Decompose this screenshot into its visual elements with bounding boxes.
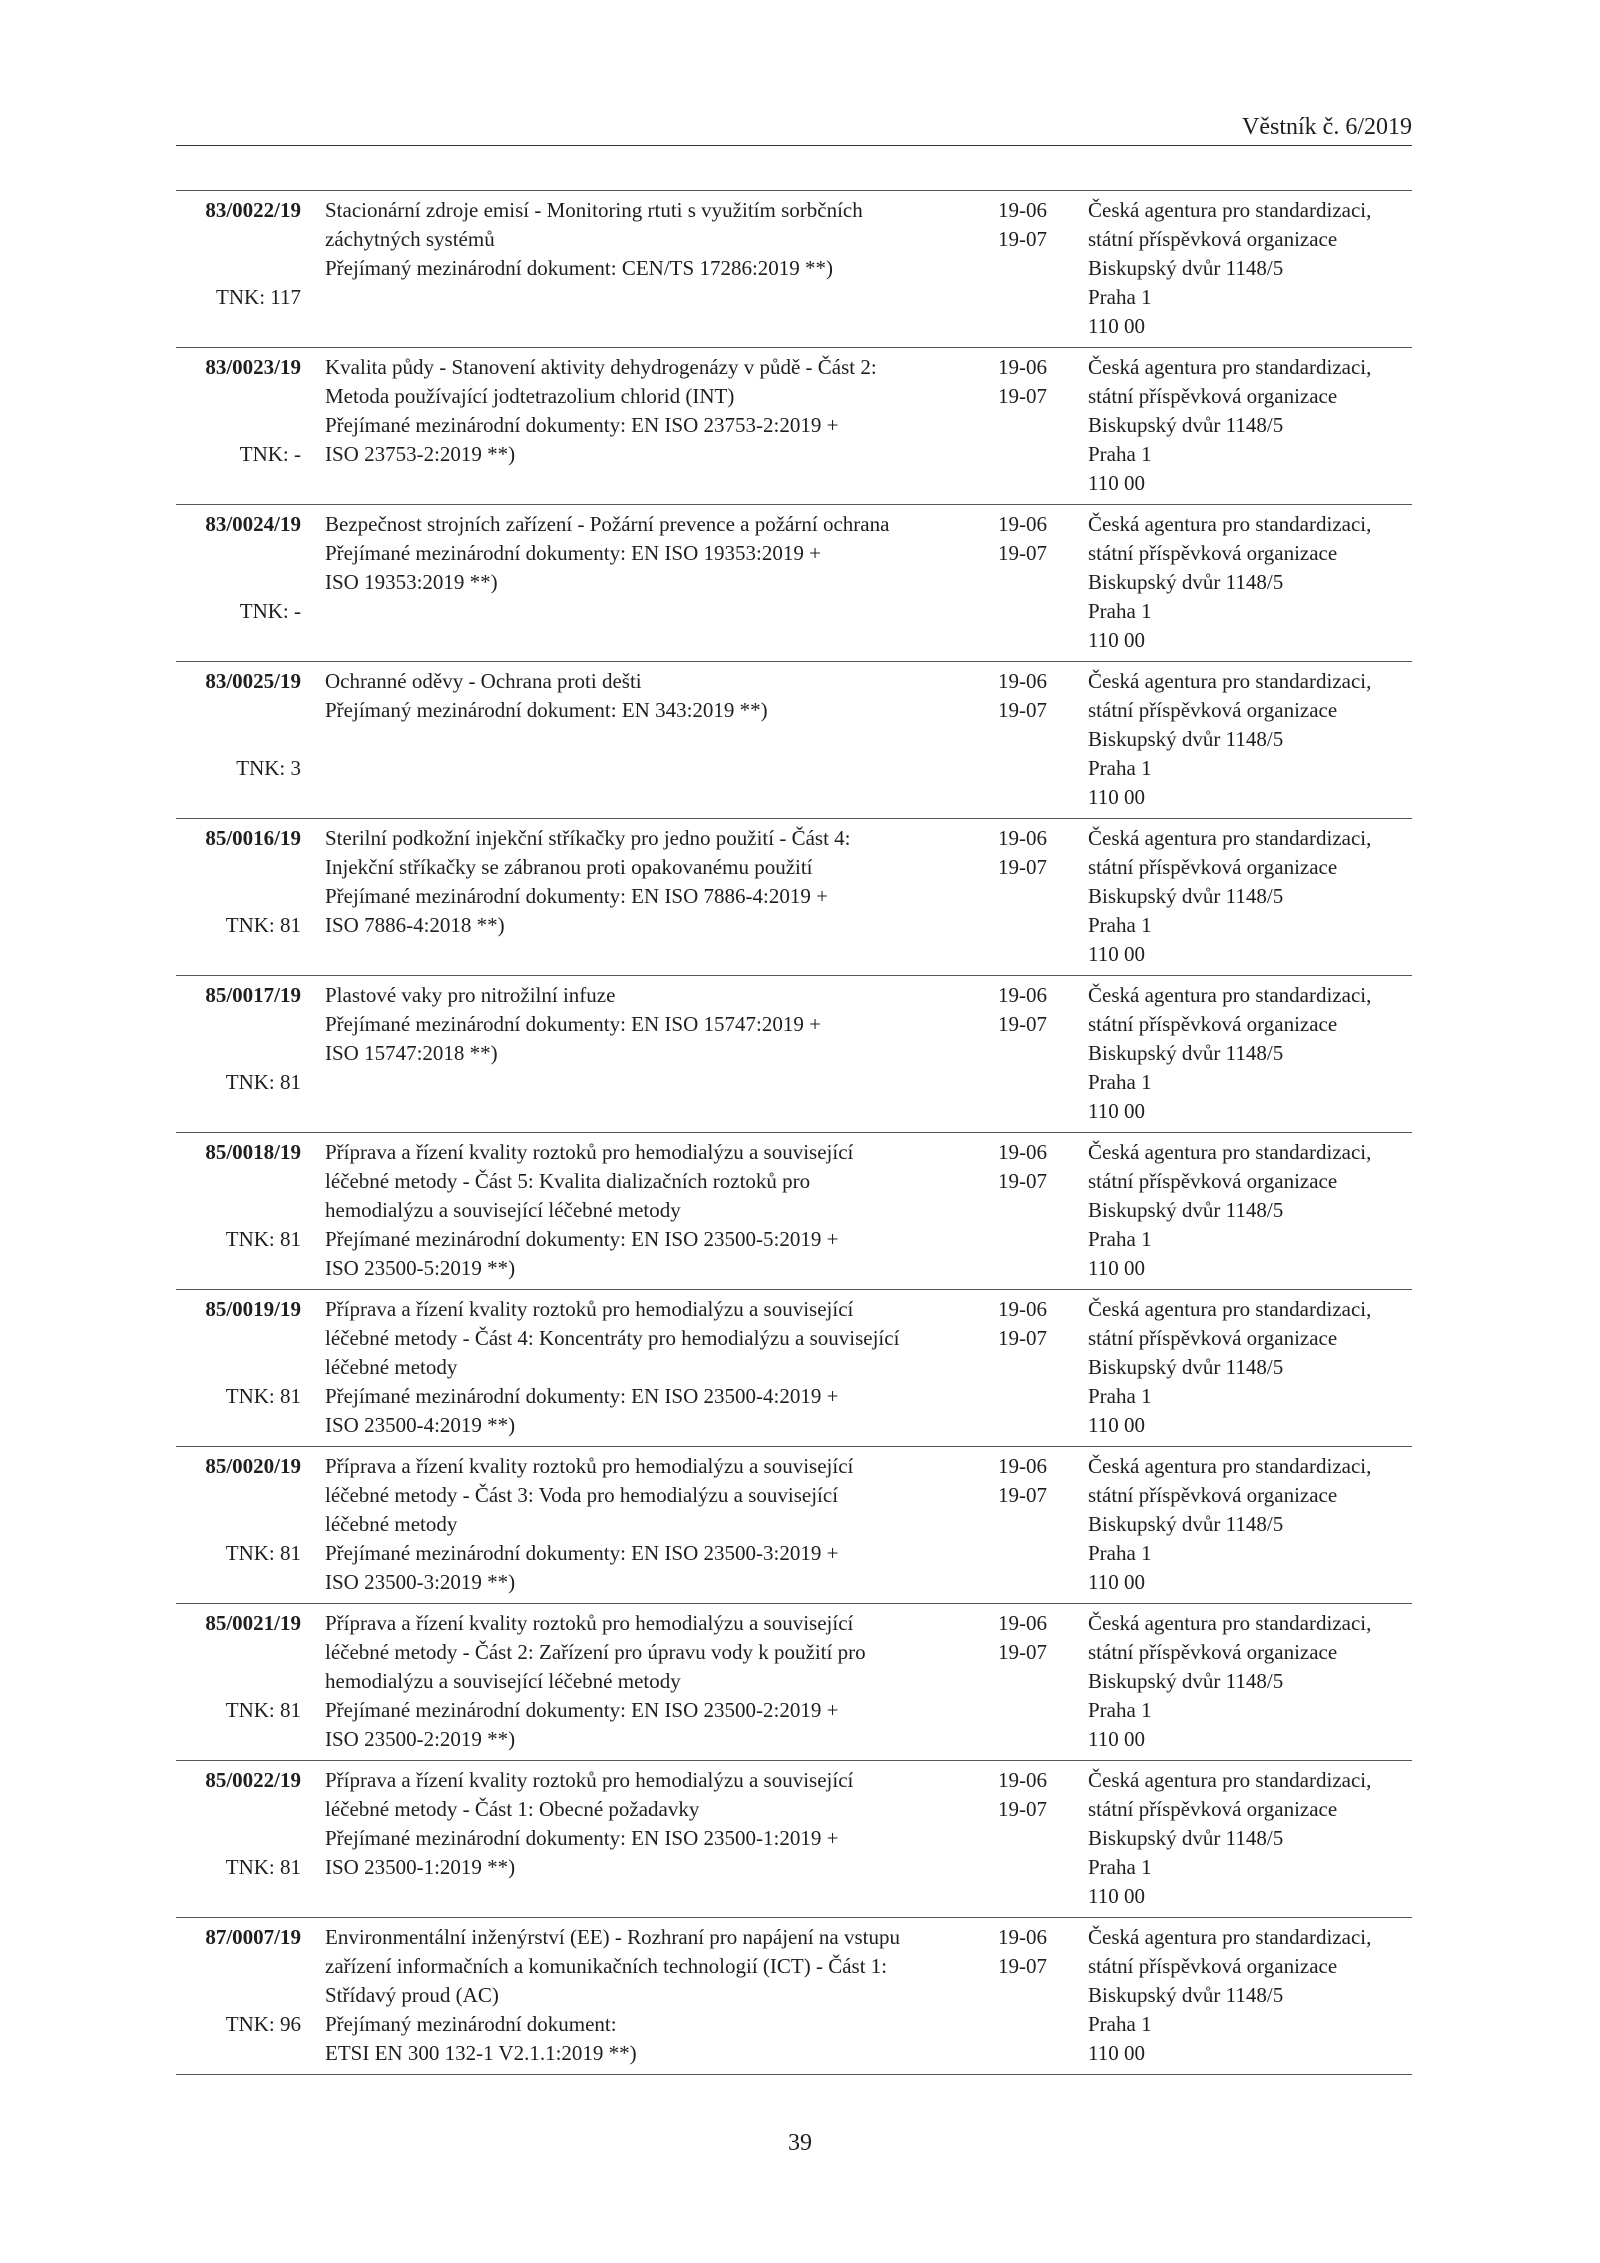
entry-address-line: 110 00: [1088, 1727, 1145, 1751]
entry-number: 83/0023/19: [205, 355, 301, 379]
entry-number: 85/0019/19: [205, 1297, 301, 1321]
entry-description-line: hemodialýzu a související léčebné metody: [325, 1198, 681, 1222]
entry-address-line: 110 00: [1088, 628, 1145, 652]
entry-number: 87/0007/19: [205, 1925, 301, 1949]
entry-date: 19-07: [998, 698, 1047, 722]
entry-spacer-line: [325, 754, 995, 783]
entry-date: 19-07: [998, 1326, 1047, 1350]
entry-address-line: Česká agentura pro standardizaci,: [1088, 1140, 1372, 1164]
entry-address-line: státní příspěvková organizace: [1088, 1012, 1338, 1036]
entry-address-line: Biskupský dvůr 1148/5: [1088, 1355, 1284, 1379]
entry-tnk: TNK: -: [239, 442, 301, 466]
entry-tnk: TNK: 81: [225, 1855, 301, 1879]
entry-spacer-line: [325, 1097, 995, 1126]
entry-tnk: TNK: 81: [225, 1541, 301, 1565]
entry-description-line: Přejímaný mezinárodní dokument:: [325, 2012, 617, 2036]
entry-date: 19-06: [998, 1140, 1047, 1164]
entry-date: 19-06: [998, 1454, 1047, 1478]
entry-description-line: Bezpečnost strojních zařízení - Požární prevence a požární ochrana: [325, 512, 890, 536]
entry-description-line: ISO 23753-2:2019 **): [325, 442, 516, 466]
entry-description: [325, 510, 995, 655]
entry-address-line: Praha 1: [1088, 1698, 1152, 1722]
entry-address: [1088, 1609, 1412, 1754]
entry-date: 19-06: [998, 512, 1047, 536]
standards-list: [176, 190, 1412, 2075]
entry-description-line: Střídavý proud (AC): [325, 1983, 499, 2007]
entry-description-line: záchytných systémů: [325, 227, 495, 251]
entry-address: [1088, 510, 1412, 655]
entry-address-line: Praha 1: [1088, 599, 1152, 623]
entry-address-line: Česká agentura pro standardizaci,: [1088, 983, 1372, 1007]
entry-address-line: Praha 1: [1088, 285, 1152, 309]
entry-address-line: státní příspěvková organizace: [1088, 1326, 1338, 1350]
standard-entry: [176, 662, 1412, 819]
entry-tnk: TNK: 117: [216, 285, 301, 309]
entry-address-line: Biskupský dvůr 1148/5: [1088, 570, 1284, 594]
entry-description-line: Přejímané mezinárodní dokumenty: EN ISO 23500-2:2019 +: [325, 1698, 839, 1722]
entry-tnk: TNK: 81: [225, 913, 301, 937]
entry-address: [1088, 824, 1412, 969]
entry-address-line: Česká agentura pro standardizaci,: [1088, 1925, 1372, 1949]
entry-spacer-line: [325, 283, 995, 312]
entry-date: 19-06: [998, 1768, 1047, 1792]
entry-date: 19-07: [998, 1640, 1047, 1664]
entry-tnk: TNK: 81: [225, 1698, 301, 1722]
entry-date: 19-06: [998, 1611, 1047, 1635]
entry-date: 19-07: [998, 1797, 1047, 1821]
entry-address-line: Biskupský dvůr 1148/5: [1088, 256, 1284, 280]
entry-dates: [998, 1295, 1068, 1353]
entry-address-line: 110 00: [1088, 1884, 1145, 1908]
entry-description: [325, 1452, 995, 1597]
entry-dates: [998, 1138, 1068, 1196]
entry-description-line: Přejímaný mezinárodní dokument: EN 343:2019 **): [325, 698, 768, 722]
entry-dates: [998, 196, 1068, 254]
entry-number: 85/0016/19: [205, 826, 301, 850]
entry-description: [325, 1766, 995, 1911]
entry-address: [1088, 667, 1412, 812]
entry-description-line: Přejímané mezinárodní dokumenty: EN ISO 23500-1:2019 +: [325, 1826, 839, 1850]
entry-description-line: ISO 23500-1:2019 **): [325, 1855, 516, 1879]
entry-dates: [998, 667, 1068, 725]
entry-description-line: ISO 15747:2018 **): [325, 1041, 498, 1065]
entry-date: 19-07: [998, 1012, 1047, 1036]
entry-address-line: Česká agentura pro standardizaci,: [1088, 669, 1372, 693]
entry-description-line: Příprava a řízení kvality roztoků pro hemodialýzu a související: [325, 1140, 854, 1164]
entry-date: 19-06: [998, 669, 1047, 693]
entry-description-line: Injekční stříkačky se zábranou proti opakovanému použití: [325, 855, 813, 879]
entry-description-line: léčebné metody - Část 1: Obecné požadavky: [325, 1797, 700, 1821]
entry-description-line: ETSI EN 300 132-1 V2.1.1:2019 **): [325, 2041, 637, 2065]
entry-description-line: léčebné metody: [325, 1355, 458, 1379]
entry-spacer-line: [325, 469, 995, 498]
entry-date: 19-07: [998, 1483, 1047, 1507]
entry-address-line: státní příspěvková organizace: [1088, 1640, 1338, 1664]
entry-address-line: 110 00: [1088, 1099, 1145, 1123]
entry-number: 85/0020/19: [205, 1454, 301, 1478]
entry-tnk: TNK: 81: [225, 1070, 301, 1094]
entry-spacer-line: [325, 783, 995, 812]
entry-spacer-line: [325, 725, 995, 754]
entry-address: [1088, 196, 1412, 341]
entry-tnk: TNK: -: [239, 599, 301, 623]
entry-address-line: státní příspěvková organizace: [1088, 541, 1338, 565]
entry-description-line: Přejímané mezinárodní dokumenty: EN ISO 23500-5:2019 +: [325, 1227, 839, 1251]
entry-address-line: státní příspěvková organizace: [1088, 1797, 1338, 1821]
entry-address-line: 110 00: [1088, 785, 1145, 809]
entry-description-line: Přejímané mezinárodní dokumenty: EN ISO 23500-3:2019 +: [325, 1541, 839, 1565]
entry-address-line: 110 00: [1088, 314, 1145, 338]
standard-entry: [176, 505, 1412, 662]
entry-description-line: léčebné metody - Část 5: Kvalita dializačních roztoků pro: [325, 1169, 811, 1193]
entry-address-line: státní příspěvková organizace: [1088, 1954, 1338, 1978]
entry-dates: [998, 1923, 1068, 1981]
entry-description: [325, 824, 995, 969]
entry-tnk: TNK: 3: [236, 756, 301, 780]
entry-address-line: Biskupský dvůr 1148/5: [1088, 1041, 1284, 1065]
entry-address-line: 110 00: [1088, 471, 1145, 495]
entry-description-line: ISO 7886-4:2018 **): [325, 913, 505, 937]
entry-description-line: léčebné metody - Část 3: Voda pro hemodialýzu a související: [325, 1483, 839, 1507]
entry-address: [1088, 1295, 1412, 1440]
entry-spacer-line: [325, 312, 995, 341]
entry-date: 19-06: [998, 355, 1047, 379]
entry-address: [1088, 981, 1412, 1126]
entry-dates: [998, 1766, 1068, 1824]
header-rule: [176, 145, 1412, 146]
entry-spacer-line: [325, 597, 995, 626]
entry-tnk: TNK: 81: [225, 1384, 301, 1408]
entry-address-line: Praha 1: [1088, 1070, 1152, 1094]
entry-address-line: Česká agentura pro standardizaci,: [1088, 1768, 1372, 1792]
standard-entry: [176, 1290, 1412, 1447]
entry-address-line: Česká agentura pro standardizaci,: [1088, 826, 1372, 850]
entry-address-line: Česká agentura pro standardizaci,: [1088, 512, 1372, 536]
entry-address-line: Praha 1: [1088, 2012, 1152, 2036]
entry-address-line: státní příspěvková organizace: [1088, 384, 1338, 408]
entry-dates: [998, 353, 1068, 411]
entry-description-line: Příprava a řízení kvality roztoků pro hemodialýzu a související: [325, 1768, 854, 1792]
entry-description: [325, 1609, 995, 1754]
entry-address: [1088, 1766, 1412, 1911]
entry-address-line: 110 00: [1088, 1256, 1145, 1280]
entry-date: 19-06: [998, 826, 1047, 850]
entry-dates: [998, 1452, 1068, 1510]
entry-date: 19-07: [998, 384, 1047, 408]
entry-tnk: TNK: 81: [225, 1227, 301, 1251]
entry-address-line: státní příspěvková organizace: [1088, 698, 1338, 722]
standard-entry: [176, 1133, 1412, 1290]
standard-entry: [176, 348, 1412, 505]
entry-description-line: Příprava a řízení kvality roztoků pro hemodialýzu a související: [325, 1297, 854, 1321]
entry-description-line: Přejímané mezinárodní dokumenty: EN ISO 23753-2:2019 +: [325, 413, 839, 437]
entry-spacer-line: [325, 940, 995, 969]
entry-dates: [998, 824, 1068, 882]
entry-description: [325, 196, 995, 341]
entry-dates: [998, 510, 1068, 568]
entry-description-line: hemodialýzu a související léčebné metody: [325, 1669, 681, 1693]
entry-description-line: ISO 23500-5:2019 **): [325, 1256, 516, 1280]
entry-address-line: Biskupský dvůr 1148/5: [1088, 1826, 1284, 1850]
entry-number: 83/0025/19: [205, 669, 301, 693]
entry-description-line: Sterilní podkožní injekční stříkačky pro jedno použití - Část 4:: [325, 826, 851, 850]
entry-address-line: 110 00: [1088, 2041, 1145, 2065]
entry-address-line: Praha 1: [1088, 913, 1152, 937]
entry-description-line: Přejímané mezinárodní dokumenty: EN ISO 15747:2019 +: [325, 1012, 821, 1036]
entry-description-line: Plastové vaky pro nitrožilní infuze: [325, 983, 616, 1007]
page-number: 39: [788, 2130, 812, 2156]
entry-description-line: Metoda používající jodtetrazolium chlorid (INT): [325, 384, 735, 408]
entry-number: 85/0022/19: [205, 1768, 301, 1792]
entry-number: 85/0017/19: [205, 983, 301, 1007]
entry-address-line: Česká agentura pro standardizaci,: [1088, 355, 1372, 379]
entry-address-line: 110 00: [1088, 1570, 1145, 1594]
entry-dates: [998, 981, 1068, 1039]
entry-address-line: Praha 1: [1088, 442, 1152, 466]
entry-address-line: Česká agentura pro standardizaci,: [1088, 198, 1372, 222]
entry-description: [325, 1138, 995, 1283]
entry-spacer-line: [325, 1882, 995, 1911]
entry-description-line: Přejímané mezinárodní dokumenty: EN ISO 7886-4:2019 +: [325, 884, 828, 908]
entry-address-line: Biskupský dvůr 1148/5: [1088, 727, 1284, 751]
entry-date: 19-06: [998, 198, 1047, 222]
entry-date: 19-07: [998, 541, 1047, 565]
entry-description-line: léčebné metody - Část 4: Koncentráty pro hemodialýzu a související: [325, 1326, 900, 1350]
entry-description-line: ISO 23500-3:2019 **): [325, 1570, 516, 1594]
entry-address-line: státní příspěvková organizace: [1088, 227, 1338, 251]
entry-description-line: Environmentální inženýrství (EE) - Rozhraní pro napájení na vstupu: [325, 1925, 901, 1949]
standard-entry: [176, 190, 1412, 348]
entry-description-line: Přejímané mezinárodní dokumenty: EN ISO 19353:2019 +: [325, 541, 821, 565]
entry-description-line: léčebné metody: [325, 1512, 458, 1536]
entry-date: 19-07: [998, 1169, 1047, 1193]
entry-description-line: Stacionární zdroje emisí - Monitoring rtuti s využitím sorbčních: [325, 198, 863, 222]
entry-date: 19-06: [998, 983, 1047, 1007]
standard-entry: [176, 1918, 1412, 2075]
entry-address-line: Praha 1: [1088, 1384, 1152, 1408]
entry-address: [1088, 1452, 1412, 1597]
entry-description-line: ISO 23500-4:2019 **): [325, 1413, 516, 1437]
entry-address-line: Česká agentura pro standardizaci,: [1088, 1611, 1372, 1635]
entry-spacer-line: [325, 1068, 995, 1097]
entry-address-line: Biskupský dvůr 1148/5: [1088, 1198, 1284, 1222]
entry-description-line: Přejímané mezinárodní dokumenty: EN ISO 23500-4:2019 +: [325, 1384, 839, 1408]
entry-description: [325, 981, 995, 1126]
entry-address-line: státní příspěvková organizace: [1088, 855, 1338, 879]
entry-number: 85/0021/19: [205, 1611, 301, 1635]
entry-description-line: ISO 23500-2:2019 **): [325, 1727, 516, 1751]
entry-description-line: Ochranné oděvy - Ochrana proti dešti: [325, 669, 642, 693]
entry-address: [1088, 1923, 1412, 2068]
entry-description-line: Přejímaný mezinárodní dokument: CEN/TS 17286:2019 **): [325, 256, 834, 280]
entry-address-line: Česká agentura pro standardizaci,: [1088, 1297, 1372, 1321]
entry-address-line: státní příspěvková organizace: [1088, 1483, 1338, 1507]
entry-dates: [998, 1609, 1068, 1667]
entry-description-line: ISO 19353:2019 **): [325, 570, 498, 594]
entry-address-line: státní příspěvková organizace: [1088, 1169, 1338, 1193]
entry-address-line: 110 00: [1088, 1413, 1145, 1437]
entry-address: [1088, 1138, 1412, 1283]
standard-entry: [176, 1604, 1412, 1761]
entry-date: 19-07: [998, 855, 1047, 879]
entry-description: [325, 1295, 995, 1440]
entry-address-line: Biskupský dvůr 1148/5: [1088, 1512, 1284, 1536]
entry-number: 83/0024/19: [205, 512, 301, 536]
entry-number: 83/0022/19: [205, 198, 301, 222]
entry-description: [325, 1923, 995, 2068]
entry-spacer-line: [325, 626, 995, 655]
entry-description: [325, 353, 995, 498]
entry-address-line: Biskupský dvůr 1148/5: [1088, 1983, 1284, 2007]
standard-entry: [176, 1761, 1412, 1918]
entry-description-line: Kvalita půdy - Stanovení aktivity dehydrogenázy v půdě - Část 2:: [325, 355, 877, 379]
entry-address: [1088, 353, 1412, 498]
entry-description-line: léčebné metody - Část 2: Zařízení pro úpravu vody k použití pro: [325, 1640, 866, 1664]
standard-entry: [176, 976, 1412, 1133]
entry-address-line: Biskupský dvůr 1148/5: [1088, 884, 1284, 908]
entry-date: 19-06: [998, 1297, 1047, 1321]
standard-entry: [176, 1447, 1412, 1604]
entry-description-line: zařízení informačních a komunikačních technologií (ICT) - Část 1:: [325, 1954, 888, 1978]
entry-address-line: Praha 1: [1088, 1227, 1152, 1251]
entry-date: 19-07: [998, 227, 1047, 251]
entry-tnk: TNK: 96: [225, 2012, 301, 2036]
entry-address-line: Biskupský dvůr 1148/5: [1088, 1669, 1284, 1693]
entry-date: 19-07: [998, 1954, 1047, 1978]
entry-address-line: Česká agentura pro standardizaci,: [1088, 1454, 1372, 1478]
entry-address-line: 110 00: [1088, 942, 1145, 966]
entry-description-line: Příprava a řízení kvality roztoků pro hemodialýzu a související: [325, 1454, 854, 1478]
entry-address-line: Biskupský dvůr 1148/5: [1088, 413, 1284, 437]
entry-description: [325, 667, 995, 812]
standard-entry: [176, 819, 1412, 976]
entry-date: 19-06: [998, 1925, 1047, 1949]
entry-address-line: Praha 1: [1088, 1855, 1152, 1879]
entry-address-line: Praha 1: [1088, 756, 1152, 780]
entry-number: 85/0018/19: [205, 1140, 301, 1164]
entry-description-line: Příprava a řízení kvality roztoků pro hemodialýzu a související: [325, 1611, 854, 1635]
entry-address-line: Praha 1: [1088, 1541, 1152, 1565]
page-header-title: Věstník č. 6/2019: [1242, 114, 1412, 140]
